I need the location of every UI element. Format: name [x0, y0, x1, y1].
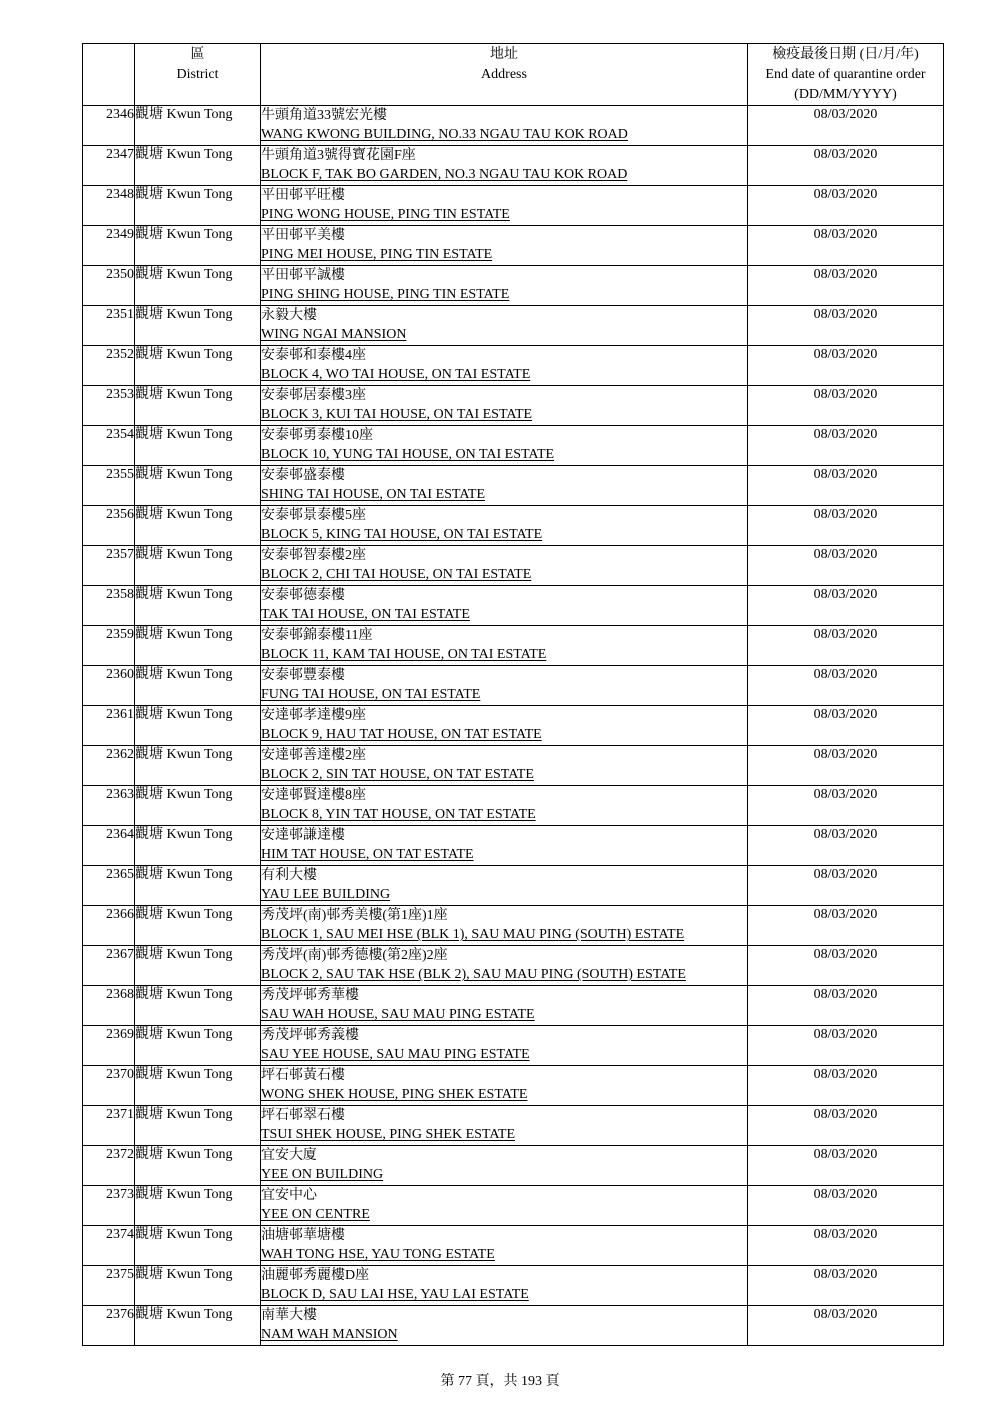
row-district: 觀塘 Kwun Tong	[135, 906, 261, 946]
row-number: 2353	[83, 386, 135, 426]
row-number: 2363	[83, 786, 135, 826]
row-district: 觀塘 Kwun Tong	[135, 626, 261, 666]
table-row	[83, 706, 944, 746]
row-district: 觀塘 Kwun Tong	[135, 786, 261, 826]
address-en: PING MEI HOUSE, PING TIN ESTATE	[261, 247, 493, 262]
address-en: BLOCK 5, KING TAI HOUSE, ON TAI ESTATE	[261, 527, 543, 542]
table-row	[83, 346, 944, 386]
row-district: 觀塘 Kwun Tong	[135, 426, 261, 466]
table-row	[83, 786, 944, 826]
row-address	[261, 426, 748, 466]
row-end-date: 08/03/2020	[748, 986, 944, 1026]
row-district: 觀塘 Kwun Tong	[135, 866, 261, 906]
row-address	[261, 306, 748, 346]
table-row	[83, 1186, 944, 1226]
table-row	[83, 226, 944, 266]
table-row	[83, 946, 944, 986]
row-number: 2357	[83, 546, 135, 586]
address-en: SAU YEE HOUSE, SAU MAU PING ESTATE	[261, 1047, 530, 1062]
address-zh: 宜安大廈	[261, 1148, 317, 1163]
row-number: 2373	[83, 1186, 135, 1226]
row-number: 2356	[83, 506, 135, 546]
row-address	[261, 1186, 748, 1226]
row-number: 2371	[83, 1106, 135, 1146]
table-row	[83, 1306, 944, 1346]
table-row	[83, 266, 944, 306]
table-row	[83, 186, 944, 226]
row-number: 2367	[83, 946, 135, 986]
table-row	[83, 386, 944, 426]
row-end-date: 08/03/2020	[748, 306, 944, 346]
address-zh: 秀茂坪邨秀義樓	[261, 1028, 359, 1043]
row-address	[261, 1066, 748, 1106]
header-number	[83, 44, 135, 106]
row-district: 觀塘 Kwun Tong	[135, 1026, 261, 1066]
address-en: BLOCK 2, SIN TAT HOUSE, ON TAT ESTATE	[261, 767, 534, 782]
header-address-en: Address	[481, 67, 527, 82]
address-zh: 宜安中心	[261, 1188, 317, 1203]
address-en: BLOCK 4, WO TAI HOUSE, ON TAI ESTATE	[261, 367, 531, 382]
row-district: 觀塘 Kwun Tong	[135, 466, 261, 506]
address-zh: 平田邨平旺樓	[261, 188, 345, 203]
address-zh: 安泰邨錦泰樓11座	[261, 628, 373, 643]
row-end-date: 08/03/2020	[748, 1226, 944, 1266]
row-end-date: 08/03/2020	[748, 426, 944, 466]
table-row	[83, 746, 944, 786]
row-district: 觀塘 Kwun Tong	[135, 1186, 261, 1226]
address-en: BLOCK 8, YIN TAT HOUSE, ON TAT ESTATE	[261, 807, 536, 822]
address-en: HIM TAT HOUSE, ON TAT ESTATE	[261, 847, 474, 862]
row-district: 觀塘 Kwun Tong	[135, 1106, 261, 1146]
row-district: 觀塘 Kwun Tong	[135, 106, 261, 146]
address-en: BLOCK F, TAK BO GARDEN, NO.3 NGAU TAU KOK ROAD	[261, 167, 628, 182]
address-zh: 坪石邨翠石樓	[261, 1108, 345, 1123]
table-row	[83, 666, 944, 706]
address-en: PING SHING HOUSE, PING TIN ESTATE	[261, 287, 510, 302]
row-end-date: 08/03/2020	[748, 146, 944, 186]
address-en: BLOCK 2, SAU TAK HSE (BLK 2), SAU MAU PING (SOUTH) ESTATE	[261, 967, 686, 982]
row-district: 觀塘 Kwun Tong	[135, 1266, 261, 1306]
table-row	[83, 1026, 944, 1066]
row-district: 觀塘 Kwun Tong	[135, 146, 261, 186]
address-zh: 安泰邨盛泰樓	[261, 468, 345, 483]
row-district: 觀塘 Kwun Tong	[135, 706, 261, 746]
table-row	[83, 546, 944, 586]
row-number: 2360	[83, 666, 135, 706]
row-address	[261, 266, 748, 306]
row-number: 2349	[83, 226, 135, 266]
table-row	[83, 626, 944, 666]
row-address	[261, 106, 748, 146]
address-zh: 油塘邨華塘樓	[261, 1228, 345, 1243]
table-row	[83, 1226, 944, 1266]
row-address	[261, 986, 748, 1026]
table-row	[83, 146, 944, 186]
row-district: 觀塘 Kwun Tong	[135, 506, 261, 546]
row-end-date: 08/03/2020	[748, 466, 944, 506]
row-district: 觀塘 Kwun Tong	[135, 746, 261, 786]
header-date-format: (DD/MM/YYYY)	[794, 87, 897, 102]
address-zh: 安達邨善達樓2座	[261, 748, 366, 763]
row-end-date: 08/03/2020	[748, 506, 944, 546]
row-end-date: 08/03/2020	[748, 626, 944, 666]
row-end-date: 08/03/2020	[748, 946, 944, 986]
row-district: 觀塘 Kwun Tong	[135, 1226, 261, 1266]
address-en: YAU LEE BUILDING	[261, 887, 391, 902]
row-district: 觀塘 Kwun Tong	[135, 986, 261, 1026]
header-date-en: End date of quarantine order	[765, 67, 926, 82]
row-end-date: 08/03/2020	[748, 1026, 944, 1066]
row-number: 2351	[83, 306, 135, 346]
table-row	[83, 306, 944, 346]
address-en: YEE ON BUILDING	[261, 1167, 384, 1182]
row-end-date: 08/03/2020	[748, 1066, 944, 1106]
address-en: NAM WAH MANSION	[261, 1327, 398, 1342]
address-zh: 牛頭角道3號得寶花園F座	[261, 148, 416, 163]
row-number: 2348	[83, 186, 135, 226]
row-address	[261, 1106, 748, 1146]
row-district: 觀塘 Kwun Tong	[135, 1146, 261, 1186]
address-zh: 油麗邨秀麗樓D座	[261, 1268, 370, 1283]
row-district: 觀塘 Kwun Tong	[135, 546, 261, 586]
row-address	[261, 226, 748, 266]
row-number: 2368	[83, 986, 135, 1026]
row-district: 觀塘 Kwun Tong	[135, 186, 261, 226]
row-number: 2376	[83, 1306, 135, 1346]
address-en: BLOCK D, SAU LAI HSE, YAU LAI ESTATE	[261, 1287, 529, 1302]
address-zh: 秀茂坪(南)邨秀德樓(第2座)2座	[261, 948, 448, 963]
row-end-date: 08/03/2020	[748, 586, 944, 626]
table-row	[83, 986, 944, 1026]
row-end-date: 08/03/2020	[748, 546, 944, 586]
row-district: 觀塘 Kwun Tong	[135, 226, 261, 266]
row-number: 2358	[83, 586, 135, 626]
address-zh: 安達邨孝達樓9座	[261, 708, 366, 723]
header-date	[748, 44, 944, 106]
row-district: 觀塘 Kwun Tong	[135, 1066, 261, 1106]
row-address	[261, 906, 748, 946]
address-en: BLOCK 2, CHI TAI HOUSE, ON TAI ESTATE	[261, 567, 532, 582]
header-district-zh: 區	[190, 47, 205, 62]
header-district-en: District	[176, 67, 219, 82]
row-end-date: 08/03/2020	[748, 266, 944, 306]
row-end-date: 08/03/2020	[748, 826, 944, 866]
address-zh: 有利大樓	[261, 868, 317, 883]
row-district: 觀塘 Kwun Tong	[135, 306, 261, 346]
address-zh: 牛頭角道33號宏光樓	[261, 108, 387, 123]
row-number: 2359	[83, 626, 135, 666]
row-number: 2354	[83, 426, 135, 466]
table-row	[83, 426, 944, 466]
row-number: 2375	[83, 1266, 135, 1306]
table-row	[83, 506, 944, 546]
row-address	[261, 866, 748, 906]
address-en: YEE ON CENTRE	[261, 1207, 370, 1222]
row-address	[261, 586, 748, 626]
address-en: WING NGAI MANSION	[261, 327, 407, 342]
row-number: 2346	[83, 106, 135, 146]
row-district: 觀塘 Kwun Tong	[135, 946, 261, 986]
table-header-row	[83, 44, 944, 106]
address-en: BLOCK 3, KUI TAI HOUSE, ON TAI ESTATE	[261, 407, 533, 422]
row-district: 觀塘 Kwun Tong	[135, 666, 261, 706]
row-address	[261, 386, 748, 426]
address-zh: 安泰邨豐泰樓	[261, 668, 345, 683]
row-address	[261, 666, 748, 706]
table-row	[83, 826, 944, 866]
row-address	[261, 786, 748, 826]
row-address	[261, 346, 748, 386]
address-en: TAK TAI HOUSE, ON TAI ESTATE	[261, 607, 470, 622]
row-number: 2365	[83, 866, 135, 906]
row-number: 2361	[83, 706, 135, 746]
address-en: WONG SHEK HOUSE, PING SHEK ESTATE	[261, 1087, 528, 1102]
row-address	[261, 1146, 748, 1186]
address-zh: 安泰邨居泰樓3座	[261, 388, 366, 403]
address-zh: 平田邨平誠樓	[261, 268, 345, 283]
row-end-date: 08/03/2020	[748, 866, 944, 906]
row-number: 2366	[83, 906, 135, 946]
row-number: 2370	[83, 1066, 135, 1106]
row-number: 2355	[83, 466, 135, 506]
row-district: 觀塘 Kwun Tong	[135, 386, 261, 426]
address-zh: 南華大樓	[261, 1308, 317, 1323]
table-row	[83, 586, 944, 626]
address-en: SHING TAI HOUSE, ON TAI ESTATE	[261, 487, 485, 502]
row-number: 2350	[83, 266, 135, 306]
table-row	[83, 106, 944, 146]
address-zh: 永毅大樓	[261, 308, 317, 323]
row-address	[261, 186, 748, 226]
address-en: SAU WAH HOUSE, SAU MAU PING ESTATE	[261, 1007, 535, 1022]
page-footer: 第 77 頁，共 193 頁	[440, 1374, 560, 1389]
row-address	[261, 1266, 748, 1306]
row-end-date: 08/03/2020	[748, 1106, 944, 1146]
address-en: BLOCK 9, HAU TAT HOUSE, ON TAT ESTATE	[261, 727, 542, 742]
row-number: 2372	[83, 1146, 135, 1186]
address-zh: 秀茂坪邨秀華樓	[261, 988, 359, 1003]
table-row	[83, 1106, 944, 1146]
address-en: BLOCK 10, YUNG TAI HOUSE, ON TAI ESTATE	[261, 447, 555, 462]
row-address	[261, 626, 748, 666]
address-en: BLOCK 11, KAM TAI HOUSE, ON TAI ESTATE	[261, 647, 547, 662]
row-address	[261, 706, 748, 746]
row-end-date: 08/03/2020	[748, 1306, 944, 1346]
table-row	[83, 1066, 944, 1106]
address-en: WANG KWONG BUILDING, NO.33 NGAU TAU KOK ROAD	[261, 127, 628, 142]
address-zh: 平田邨平美樓	[261, 228, 345, 243]
header-district	[135, 44, 261, 106]
row-number: 2362	[83, 746, 135, 786]
address-zh: 安泰邨智泰樓2座	[261, 548, 366, 563]
row-end-date: 08/03/2020	[748, 666, 944, 706]
address-zh: 安泰邨和泰樓4座	[261, 348, 366, 363]
row-district: 觀塘 Kwun Tong	[135, 1306, 261, 1346]
row-end-date: 08/03/2020	[748, 1186, 944, 1226]
address-en: BLOCK 1, SAU MEI HSE (BLK 1), SAU MAU PING (SOUTH) ESTATE	[261, 927, 685, 942]
row-end-date: 08/03/2020	[748, 386, 944, 426]
row-address	[261, 946, 748, 986]
row-end-date: 08/03/2020	[748, 706, 944, 746]
table-row	[83, 1146, 944, 1186]
row-end-date: 08/03/2020	[748, 226, 944, 266]
address-zh: 安泰邨德泰樓	[261, 588, 345, 603]
address-zh: 安泰邨勇泰樓10座	[261, 428, 373, 443]
row-address	[261, 146, 748, 186]
address-en: WAH TONG HSE, YAU TONG ESTATE	[261, 1247, 495, 1262]
address-zh: 安達邨賢達樓8座	[261, 788, 366, 803]
address-zh: 秀茂坪(南)邨秀美樓(第1座)1座	[261, 908, 448, 923]
row-address	[261, 1226, 748, 1266]
row-address	[261, 1306, 748, 1346]
table-row	[83, 906, 944, 946]
row-address	[261, 546, 748, 586]
row-district: 觀塘 Kwun Tong	[135, 826, 261, 866]
table-row	[83, 466, 944, 506]
address-zh: 安泰邨景泰樓5座	[261, 508, 366, 523]
row-end-date: 08/03/2020	[748, 106, 944, 146]
row-number: 2347	[83, 146, 135, 186]
address-en: PING WONG HOUSE, PING TIN ESTATE	[261, 207, 510, 222]
row-district: 觀塘 Kwun Tong	[135, 266, 261, 306]
row-address	[261, 746, 748, 786]
row-address	[261, 506, 748, 546]
row-number: 2352	[83, 346, 135, 386]
quarantine-building-table	[82, 43, 944, 1346]
row-address	[261, 826, 748, 866]
row-district: 觀塘 Kwun Tong	[135, 586, 261, 626]
row-number: 2374	[83, 1226, 135, 1266]
row-district: 觀塘 Kwun Tong	[135, 346, 261, 386]
row-end-date: 08/03/2020	[748, 1266, 944, 1306]
table-row	[83, 1266, 944, 1306]
table-row	[83, 866, 944, 906]
row-end-date: 08/03/2020	[748, 1146, 944, 1186]
row-address	[261, 466, 748, 506]
row-end-date: 08/03/2020	[748, 746, 944, 786]
header-address	[261, 44, 748, 106]
row-number: 2369	[83, 1026, 135, 1066]
row-end-date: 08/03/2020	[748, 346, 944, 386]
address-en: FUNG TAI HOUSE, ON TAI ESTATE	[261, 687, 481, 702]
header-date-zh: 檢疫最後日期 (日/月/年)	[772, 47, 919, 62]
address-en: TSUI SHEK HOUSE, PING SHEK ESTATE	[261, 1127, 515, 1142]
header-address-zh: 地址	[490, 47, 518, 62]
address-zh: 坪石邨黃石樓	[261, 1068, 345, 1083]
row-end-date: 08/03/2020	[748, 906, 944, 946]
row-number: 2364	[83, 826, 135, 866]
row-end-date: 08/03/2020	[748, 186, 944, 226]
row-end-date: 08/03/2020	[748, 786, 944, 826]
row-address	[261, 1026, 748, 1066]
address-zh: 安達邨謙達樓	[261, 828, 345, 843]
